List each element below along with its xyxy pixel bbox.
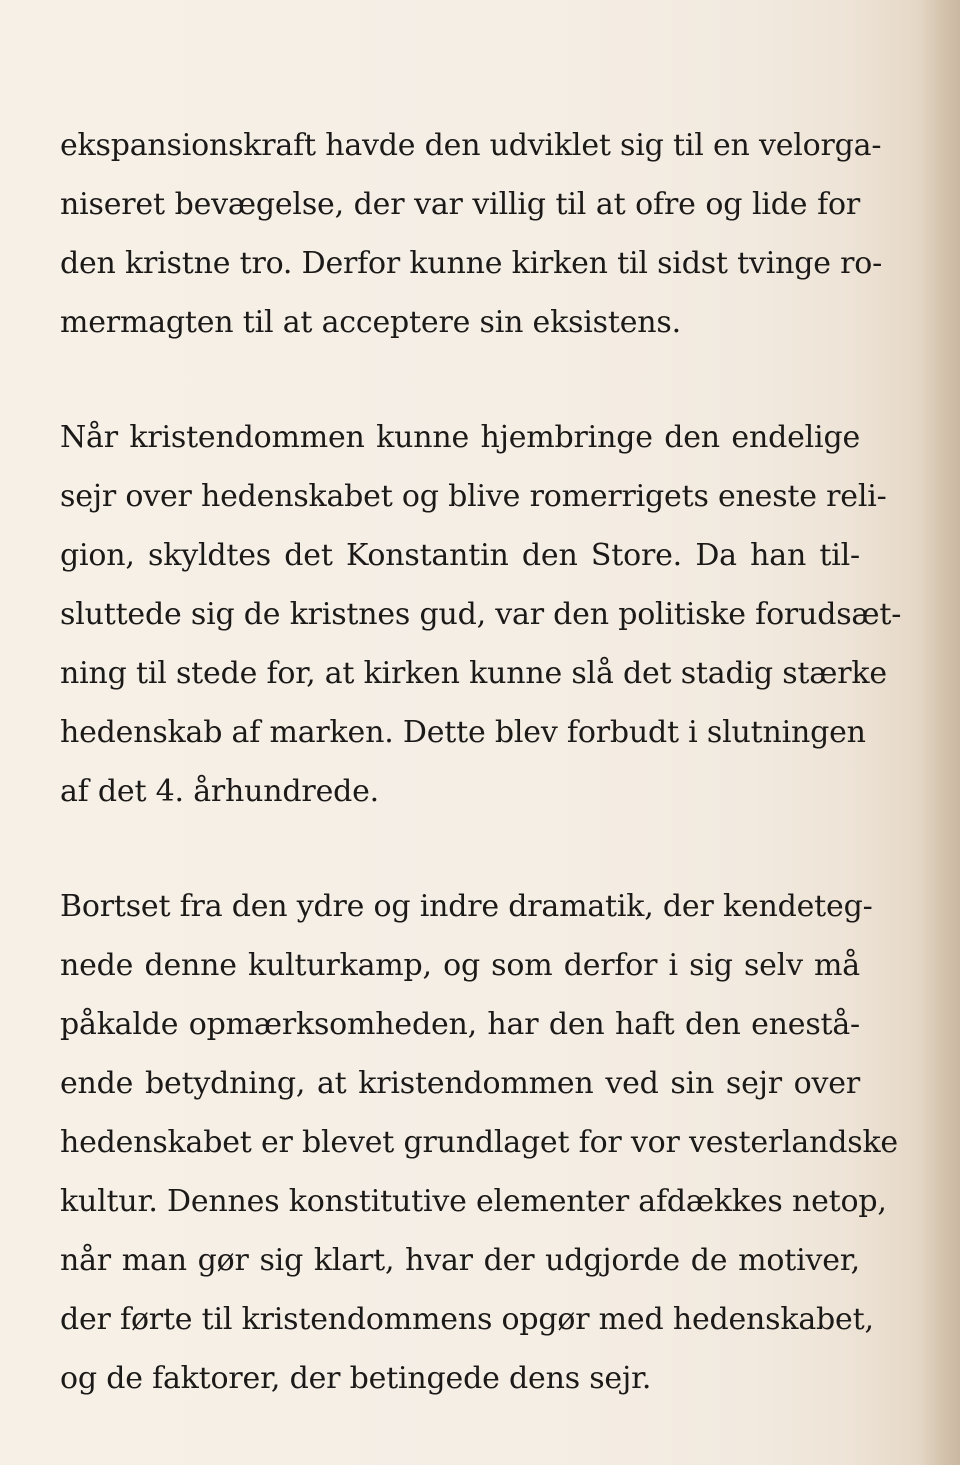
text-line: sluttede sig de kristnes gud, var den politiske forudsæt- xyxy=(60,597,902,632)
text-line: hedenskabet er blevet grundlaget for vor vesterlandske xyxy=(60,1125,898,1160)
text-line: hedenskab af marken. Dette blev forbudt i slutningen xyxy=(60,715,866,750)
text-line: Bortset fra den ydre og indre dramatik, der kendeteg- xyxy=(60,889,873,924)
text-line: nede denne kulturkamp, og som derfor i sig selv må xyxy=(60,948,860,983)
text-line: kultur. Dennes konstitutive elementer afdækkes netop, xyxy=(60,1184,887,1219)
text-line: mermagten til at acceptere sin eksistens. xyxy=(60,305,681,340)
text-line: ning til stede for, at kirken kunne slå det stadig stærke xyxy=(60,656,887,691)
text-line: Når kristendommen kunne hjembringe den endelige xyxy=(60,420,860,455)
text-line: ekspansionskraft havde den udviklet sig til en velorga- xyxy=(60,128,882,163)
text-line: påkalde opmærksomheden, har den haft den enestå- xyxy=(60,1007,860,1042)
paragraph-3 xyxy=(60,877,898,1408)
text-line: sejr over hedenskabet og blive romerrigets eneste reli- xyxy=(60,479,887,514)
text-line: der førte til kristendommens opgør med hedenskabet, xyxy=(60,1302,874,1337)
text-line: niseret bevægelse, der var villig til at ofre og lide for xyxy=(60,187,860,222)
paragraph-2 xyxy=(60,408,902,821)
text-line: når man gør sig klart, hvar der udgjorde de motiver, xyxy=(60,1243,860,1278)
text-line: og de faktorer, der betingede dens sejr. xyxy=(60,1361,652,1396)
body-text xyxy=(60,116,902,1464)
text-line: ende betydning, at kristendommen ved sin sejr over xyxy=(60,1066,860,1101)
paragraph-1 xyxy=(60,116,883,352)
text-line: gion, skyldtes det Konstantin den Store. Da han til- xyxy=(60,538,860,573)
text-line: den kristne tro. Derfor kunne kirken til sidst tvinge ro- xyxy=(60,246,883,281)
text-line: af det 4. århundrede. xyxy=(60,774,380,809)
